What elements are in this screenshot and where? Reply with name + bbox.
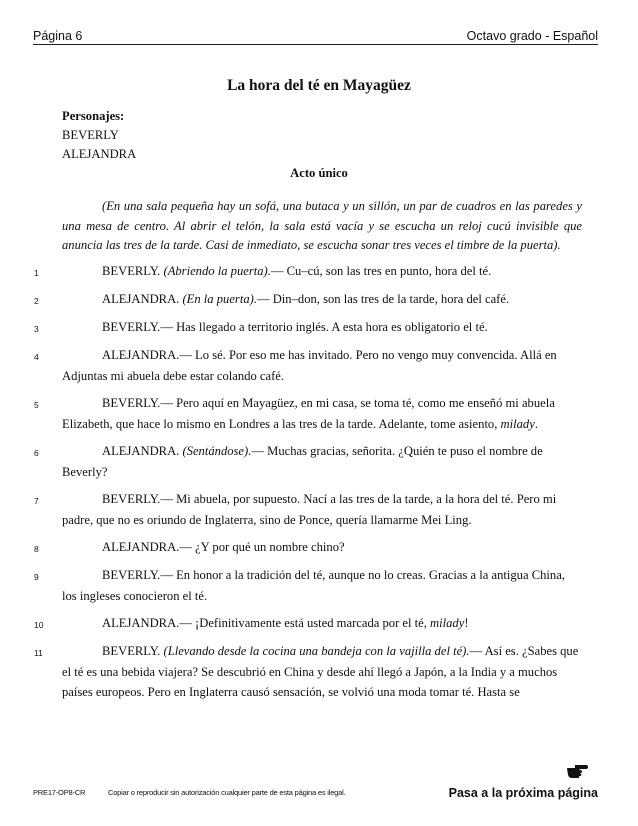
dialogue-paragraph [34, 613, 582, 634]
line-number: 8 [34, 544, 39, 554]
spoken-line: — Din–don, son las tres de la tarde, hora del café. [256, 292, 510, 306]
spoken-line: — Cu–cú, son las tres en punto, hora del té. [270, 264, 492, 278]
stage-direction-inline: (En la puerta). [182, 292, 257, 306]
spoken-line: — Muchas gracias, señorita. ¿Quién te puso el nombre de Beverly? [62, 444, 543, 479]
speaker-name: ALEJANDRA. [102, 616, 180, 630]
dialogue-paragraph [34, 345, 582, 386]
spoken-line: — ¿Y por qué un nombre chino? [179, 540, 345, 554]
line-number: 1 [34, 268, 39, 278]
dialogue-text [62, 345, 582, 386]
dialogue-paragraph [34, 261, 582, 282]
dialogue-paragraph [34, 537, 582, 558]
speaker-name: BEVERLY. [102, 492, 161, 506]
pointing-hand-icon [566, 762, 588, 780]
form-code: PRE17-OP8-CR [33, 788, 86, 797]
cast-name: ALEJANDRA [62, 147, 137, 161]
spoken-line: — ¡Definitivamente está usted marcada por el té, [179, 616, 431, 630]
page-number: Página 6 [33, 29, 83, 43]
document-title: La hora del té en Mayagüez [227, 77, 411, 94]
line-number: 5 [34, 400, 39, 410]
cast-list [62, 107, 136, 164]
cast-label: Personajes: [62, 109, 125, 123]
line-number: 3 [34, 324, 39, 334]
stage-direction-inline: (Llevando desde la cocina una bandeja con la vajilla del té). [163, 644, 470, 658]
spoken-line: — Lo sé. Por eso me has invitado. Pero no vengo muy convencida. Allá en Adjuntas mi abuela debe estar colando café. [62, 348, 557, 383]
line-number: 6 [34, 448, 39, 458]
punctuation: . [534, 416, 538, 431]
cast-name: BEVERLY [62, 128, 119, 142]
dialogue-text [62, 489, 582, 530]
speaker-name: BEVERLY. [102, 264, 161, 278]
dialogue-text [62, 317, 582, 338]
copyright-notice: Copiar o reproducir sin autorización cualquier parte de esta página es ilegal. [108, 788, 346, 797]
speaker-name: ALEJANDRA. [102, 444, 180, 458]
speaker-name: BEVERLY. [102, 320, 161, 334]
stage-direction-inline: (Abriendo la puerta). [163, 264, 271, 278]
line-number: 10 [34, 620, 44, 630]
dialogue-text [62, 441, 582, 482]
dialogue-paragraph [34, 565, 582, 606]
spoken-line: — Mi abuela, por supuesto. Nací a las tres de la tarde, a la hora del té. Pero mi padre, que no es oriundo de Inglaterra, sino de Ponce, quería llamarme Mei Ling. [62, 492, 557, 527]
dialogue-paragraph [34, 317, 582, 338]
act-heading: Acto único [290, 166, 348, 180]
stage-direction-inline: (Sentándose). [182, 444, 252, 458]
dialogue-text [62, 613, 582, 634]
page-header [33, 26, 598, 45]
speaker-name: ALEJANDRA. [102, 348, 180, 362]
dialogue-paragraph [34, 289, 582, 310]
dialogue-text [62, 641, 582, 703]
dialogue-paragraph [34, 393, 582, 434]
dialogue-text [62, 289, 582, 310]
page-footer [33, 786, 598, 800]
speaker-name: BEVERLY. [102, 644, 161, 658]
dialogue-text [62, 261, 582, 282]
spoken-line: — Has llegado a territorio inglés. A esta hora es obligatorio el té. [160, 320, 488, 334]
dialogue-paragraph [34, 641, 582, 703]
dialogue-text [62, 565, 582, 606]
line-number: 9 [34, 572, 39, 582]
spoken-line: — En honor a la tradición del té, aunque no lo creas. Gracias a la antigua China, los ingleses conocieron el té. [62, 568, 565, 603]
line-number: 11 [34, 648, 43, 658]
speaker-name: BEVERLY. [102, 568, 161, 582]
speaker-name: ALEJANDRA. [102, 292, 180, 306]
dialogue-paragraph [34, 441, 582, 482]
speaker-name: ALEJANDRA. [102, 540, 180, 554]
line-number: 7 [34, 496, 39, 506]
next-page-label: Pasa a la próxima página [448, 786, 598, 800]
line-number: 2 [34, 296, 39, 306]
italic-word: milady [500, 416, 535, 431]
line-number: 4 [34, 352, 39, 362]
punctuation: ! [464, 616, 469, 630]
spoken-line: — Así es. ¿Sabes que el té es una bebida viajera? Se descubrió en China y desde ahí llegó a Japón, a la India y a muchos países europeos. Pero en Inglaterra causó sensación, se volvió una moda tomar té. Hasta se [62, 644, 579, 699]
speaker-name: BEVERLY. [102, 396, 161, 410]
grade-label: Octavo grado - Español [466, 29, 598, 43]
dialogue-paragraph [34, 489, 582, 530]
dialogue-text [62, 537, 582, 558]
dialogue-text [62, 393, 582, 434]
italic-word: milady [430, 616, 465, 630]
stage-direction: (En una sala pequeña hay un sofá, una butaca y un sillón, un par de cuadros en las paredes y una mesa de centro. Al abrir el telón, la sala está vacía y se escucha un reloj cucú invisible que anuncia las tres de la tarde. Casi de inmediato, se escucha sonar tres veces el timbre de la puerta). [62, 199, 582, 252]
spoken-line: — Pero aquí en Mayagüez, en mi casa, se toma té, como me enseñó mi abuela Elizabeth, que hace lo mismo en Londres a las tres de la tarde. Adelante, tome asiento, [62, 396, 555, 431]
